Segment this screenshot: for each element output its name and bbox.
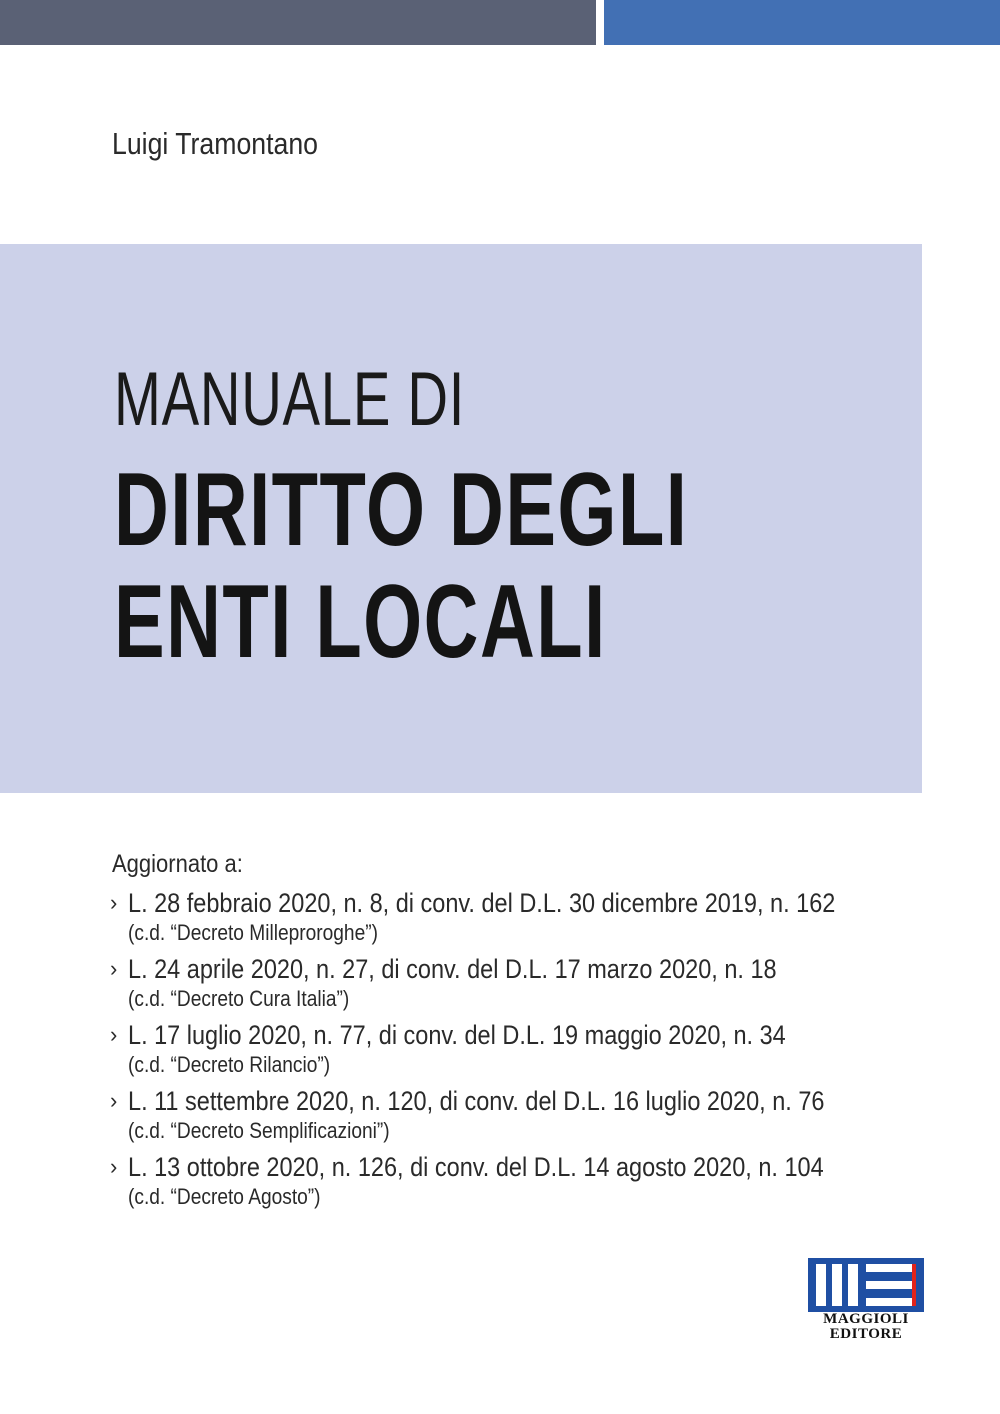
decree-name: (c.d. “Decreto Agosto”) (128, 1184, 321, 1209)
updates-list (110, 888, 970, 1218)
law-reference: L. 24 aprile 2020, n. 27, di conv. del D.L. 17 marzo 2020, n. 18 (128, 954, 777, 984)
chevron-right-icon: › (110, 956, 118, 981)
law-reference: L. 11 settembre 2020, n. 120, di conv. del D.L. 16 luglio 2020, n. 76 (128, 1086, 825, 1116)
decree-name: (c.d. “Decreto Milleproroghe”) (128, 920, 378, 945)
top-bar-left (0, 0, 596, 45)
chevron-right-icon: › (110, 1022, 118, 1047)
author-name: Luigi Tramontano (112, 126, 319, 161)
chevron-right-icon: › (110, 890, 118, 915)
updated-label: Aggiornato a: (112, 850, 243, 878)
law-reference: L. 17 luglio 2020, n. 77, di conv. del D.L. 19 maggio 2020, n. 34 (128, 1020, 786, 1050)
publisher-logo (808, 1258, 924, 1342)
decree-name: (c.d. “Decreto Cura Italia”) (128, 986, 350, 1011)
list-item (110, 954, 970, 1020)
list-item (110, 1086, 970, 1152)
chevron-right-icon: › (110, 1088, 118, 1113)
decree-name: (c.d. “Decreto Rilancio”) (128, 1052, 331, 1077)
law-reference: L. 28 febbraio 2020, n. 8, di conv. del D.L. 30 dicembre 2019, n. 162 (128, 888, 836, 918)
list-item (110, 1020, 970, 1086)
chevron-right-icon: › (110, 1154, 118, 1179)
top-bar-right (604, 0, 1000, 45)
publisher-name: MAGGIOLI (823, 1311, 909, 1327)
publisher-subname: EDITORE (829, 1326, 903, 1342)
list-item (110, 1152, 970, 1218)
maggioli-logo-icon (808, 1258, 924, 1312)
decree-name: (c.d. “Decreto Semplificazioni”) (128, 1118, 390, 1143)
title-line-3: ENTI LOCALI (114, 564, 607, 680)
list-item (110, 888, 970, 954)
title-line-2: DIRITTO DEGLI (114, 452, 689, 568)
law-reference: L. 13 ottobre 2020, n. 126, di conv. del D.L. 14 agosto 2020, n. 104 (128, 1152, 824, 1182)
title-line-1: MANUALE DI (114, 357, 466, 442)
